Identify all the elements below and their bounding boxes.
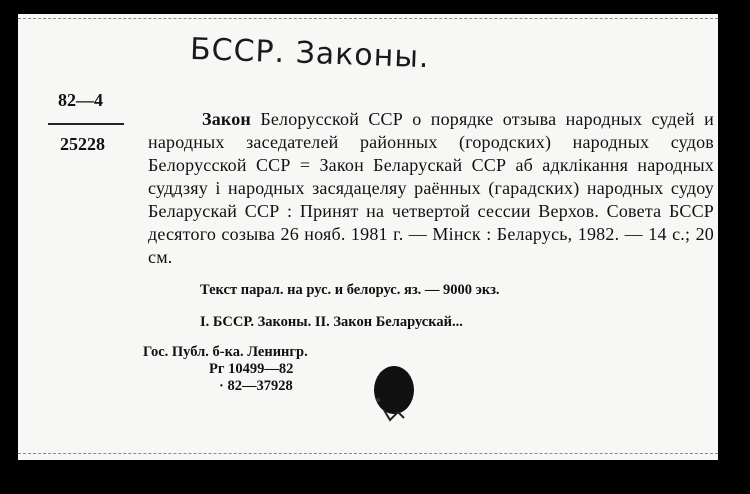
tracings: I. БССР. Законы. II. Закон Беларускай... [200,314,463,330]
library-stamp [364,360,424,426]
title-body: Белорусской ССР о порядке отзыва народных судей и народных заседателей районных (городских) народных судов Белорусской ССР = Закон Беларускай ССР аб адклікання народных суддзяу і народных засядацеляу раённых (гарадских) народных судоу Беларускай ССР : Принят на четвертой сессии Верхов. Совета БССР десятого созыва 26 нояб. 1981 г. — Мінск : Беларусь, 1982. — 14 с.; 20 см. [148,109,714,267]
catalog-card [18,14,718,460]
classification-number: 82—4 [58,90,103,110]
accession-number: 25228 [60,134,105,154]
card-bottom-edge [18,453,718,454]
title-lead: Закон [202,109,252,129]
handwritten-heading: БССР. Законы. [189,31,431,76]
classification-divider [48,123,124,125]
library-name: Гос. Публ. б-ка. Ленингр. [143,344,308,360]
edition-note: Текст парал. на рус. и белорус. яз. — 9000 экз. [200,282,500,298]
library-info [143,344,308,395]
card-top-edge [18,18,718,19]
bibliographic-description [148,108,714,269]
library-number: · 82—37928 [219,378,293,394]
library-code: Рг 10499—82 [209,361,294,377]
